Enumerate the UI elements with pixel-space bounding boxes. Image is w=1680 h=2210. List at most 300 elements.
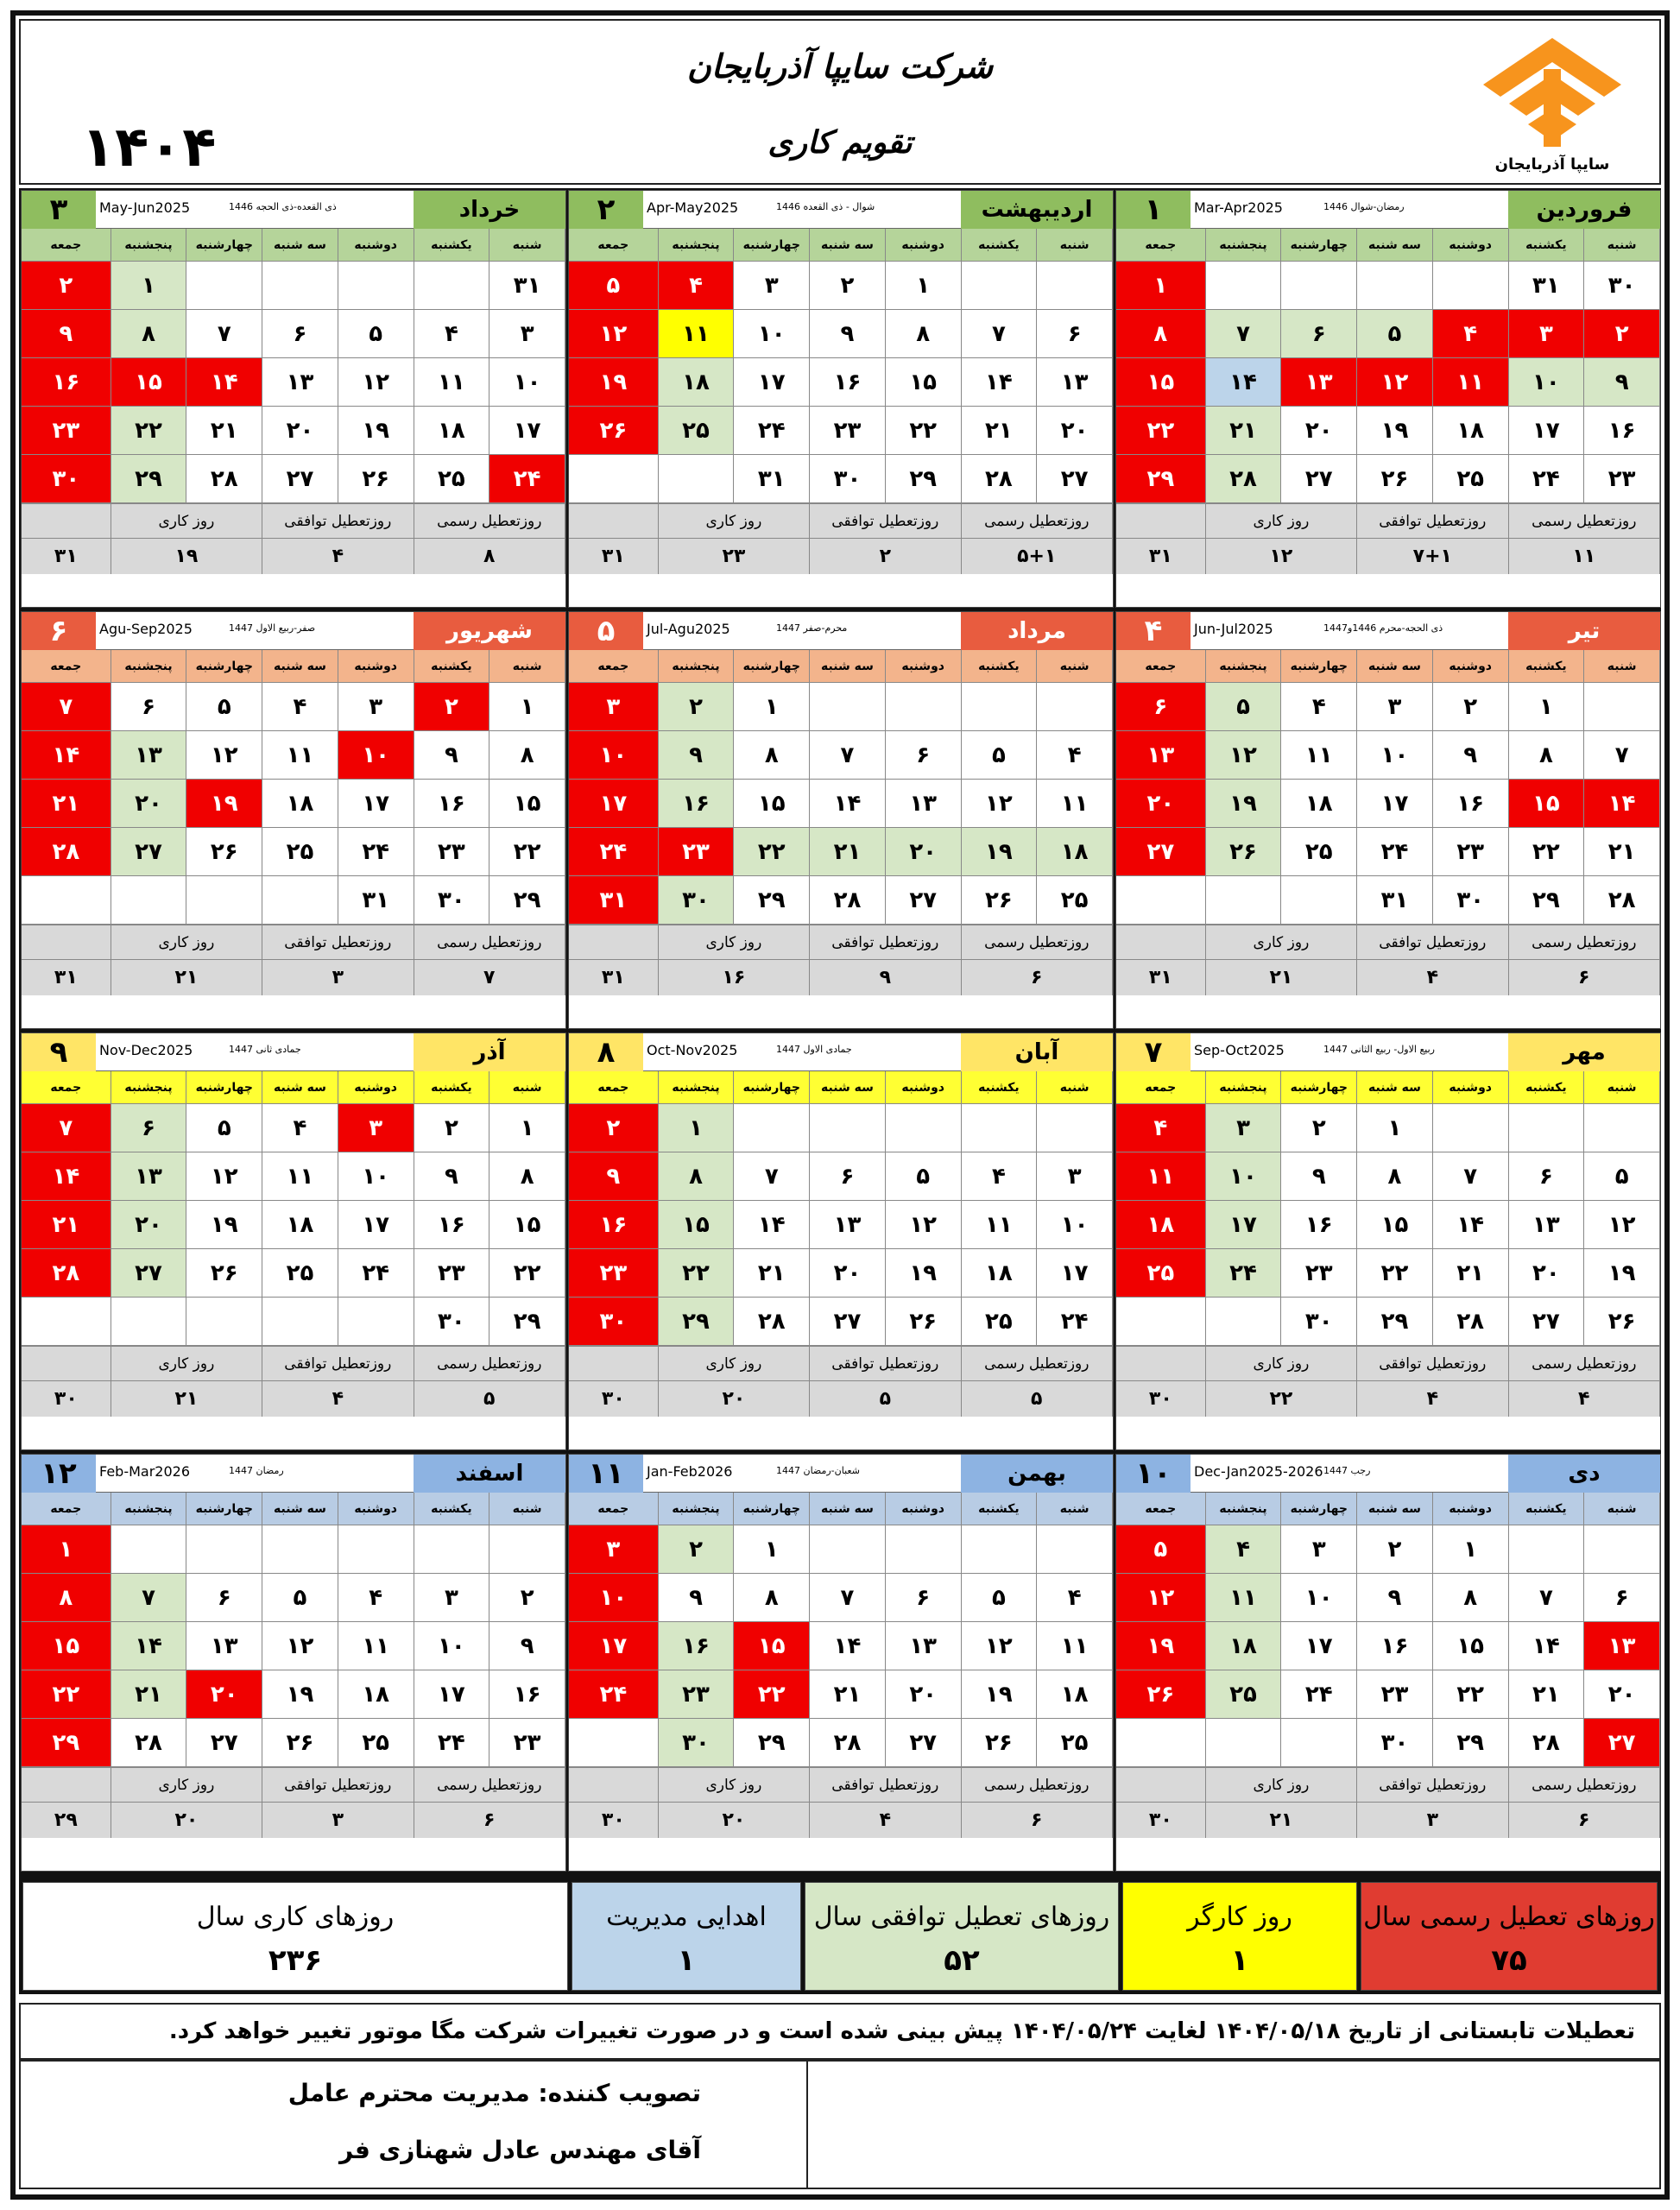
agreed-holiday-label: روزتعطیل توافقی [810, 504, 961, 538]
day-cell: ۳۰ [1433, 876, 1509, 925]
day-cell: ۵ [962, 1574, 1038, 1622]
day-cell: ۶ [111, 1104, 187, 1152]
day-cell: ۱۸ [1037, 1670, 1113, 1719]
gregorian-range: Feb-Mar2026 [99, 1463, 191, 1480]
day-cell: ۷ [111, 1574, 187, 1622]
day-cell: ۱۳ [1281, 358, 1357, 407]
work-days-label: روز کاری [111, 1347, 262, 1380]
day-cell: ۴ [262, 683, 338, 731]
day-cell [1206, 262, 1282, 310]
week-row [22, 1670, 565, 1719]
weekday-label: دوشنبه [886, 229, 962, 262]
day-cell: ۲۶ [569, 407, 659, 455]
weekday-label: پنجشنبه [659, 229, 735, 262]
day-cell: ۱۴ [810, 780, 886, 828]
day-cell: ۲۳ [659, 1670, 735, 1719]
day-cell [186, 1525, 262, 1574]
summary-labels [569, 503, 1113, 538]
day-cell: ۳ [1037, 1152, 1113, 1201]
weekday-label: جمعه [1116, 1071, 1206, 1104]
hijri-range: شوال - ذی القعده 1446 [776, 201, 875, 212]
agreed-holiday-label: روزتعطیل توافقی [1357, 925, 1508, 959]
day-cell: ۱۷ [1037, 1249, 1113, 1298]
month-official-holidays: ۵ [962, 1381, 1113, 1417]
day-cell: ۱۸ [1037, 828, 1113, 876]
day-cell: ۲۱ [1433, 1249, 1509, 1298]
week-row [569, 262, 1113, 310]
day-cell: ۱۴ [734, 1201, 810, 1249]
gregorian-range: May-Jun2025 [99, 199, 191, 216]
day-cell: ۱۴ [111, 1622, 187, 1670]
month-number: ۲ [569, 191, 643, 229]
agreed-holiday-label: روزتعطیل توافقی [810, 925, 961, 959]
day-cell: ۲۵ [1206, 1670, 1282, 1719]
day-cell: ۱ [111, 262, 187, 310]
day-cell [1584, 1525, 1660, 1574]
month-title-row [569, 612, 1113, 650]
weekday-label: جمعه [569, 650, 659, 683]
week-row [1116, 828, 1660, 876]
day-cell: ۴ [1037, 1574, 1113, 1622]
day-cell: ۲۶ [262, 1719, 338, 1767]
day-cell [1037, 683, 1113, 731]
day-cell: ۱۰ [414, 1622, 490, 1670]
day-cell: ۱۲ [1584, 1201, 1660, 1249]
weekday-label: چهارشنبه [734, 650, 810, 683]
day-cell: ۱۵ [1509, 780, 1585, 828]
day-cell: ۸ [734, 1574, 810, 1622]
day-cell: ۱۴ [1206, 358, 1282, 407]
day-cell [1116, 1719, 1206, 1767]
day-cell: ۱۴ [1584, 780, 1660, 828]
day-cell: ۲۰ [186, 1670, 262, 1719]
day-cell: ۲۸ [810, 876, 886, 925]
month-total-days: ۳۱ [1116, 539, 1206, 574]
day-cell [659, 455, 735, 503]
day-cell: ۲۴ [414, 1719, 490, 1767]
month-agreed-holidays: ۵ [810, 1381, 961, 1417]
day-cell: ۲۴ [734, 407, 810, 455]
weekday-label: سه شنبه [262, 650, 338, 683]
gregorian-range: Mar-Apr2025 [1194, 199, 1283, 216]
week-row [22, 1298, 565, 1346]
weekday-label: شنبه [1584, 650, 1660, 683]
day-cell: ۱۰ [338, 731, 414, 780]
day-cell: ۱۶ [1584, 407, 1660, 455]
month-agreed-holidays: ۳ [262, 960, 414, 995]
day-cell: ۲ [489, 1574, 565, 1622]
day-cell: ۱۰ [569, 731, 659, 780]
summary-labels [22, 1346, 565, 1380]
worker-day-box [1122, 1882, 1357, 1991]
day-cell [22, 876, 111, 925]
day-cell: ۲۹ [1509, 876, 1585, 925]
month-number: ۱۱ [569, 1455, 643, 1493]
agreed-holiday-label: روزتعطیل توافقی [262, 1347, 414, 1380]
day-cell: ۳۱ [489, 262, 565, 310]
agreed-holiday-label: روزتعطیل توافقی [1357, 504, 1508, 538]
day-cell: ۲۲ [111, 407, 187, 455]
day-cell: ۲ [659, 1525, 735, 1574]
week-row [1116, 262, 1660, 310]
week-row [569, 683, 1113, 731]
day-cell: ۲۷ [886, 1719, 962, 1767]
day-cell: ۲۶ [962, 876, 1038, 925]
day-cell: ۲ [810, 262, 886, 310]
day-cell: ۱۰ [1357, 731, 1433, 780]
weekday-label: دوشنبه [338, 229, 414, 262]
weekday-header [1116, 1493, 1660, 1525]
month-agreed-holidays: ۴ [1357, 960, 1508, 995]
day-cell: ۱۶ [659, 780, 735, 828]
hijri-range: ذی الحجه-محرم 1446و1447 [1323, 622, 1443, 634]
day-cell: ۱۷ [338, 780, 414, 828]
day-cell: ۵ [569, 262, 659, 310]
day-cell: ۲۷ [111, 828, 187, 876]
summary-labels [569, 1767, 1113, 1802]
week-row [1116, 310, 1660, 358]
day-cell: ۹ [1433, 731, 1509, 780]
official-holiday-label: روزتعطیل رسمی [1509, 925, 1660, 959]
month-official-holidays: ۶ [1509, 960, 1660, 995]
week-row [569, 828, 1113, 876]
gregorian-range: Jun-Jul2025 [1194, 621, 1273, 637]
day-cell: ۱ [489, 1104, 565, 1152]
hijri-range: ذی القعده-ذی الحجه 1446 [229, 201, 337, 212]
official-holiday-label: روزتعطیل رسمی [414, 504, 565, 538]
weekday-label: جمعه [1116, 1493, 1206, 1525]
month-name: آذر [414, 1033, 565, 1071]
day-cell: ۳۱ [338, 876, 414, 925]
day-cell: ۲۹ [22, 1719, 111, 1767]
day-cell: ۱۲ [1116, 1574, 1206, 1622]
day-cell: ۱۶ [569, 1201, 659, 1249]
day-cell: ۱۳ [111, 1152, 187, 1201]
month-name: تیر [1508, 612, 1660, 650]
day-cell: ۱۹ [1357, 407, 1433, 455]
weekday-label: شنبه [1584, 229, 1660, 262]
weekday-label: پنجشنبه [1206, 1071, 1282, 1104]
weekday-label: یکشنبه [962, 229, 1038, 262]
day-cell: ۱۷ [569, 1622, 659, 1670]
day-cell: ۱۸ [1281, 780, 1357, 828]
month-title-row [1116, 1455, 1660, 1493]
month-work-days: ۲۰ [659, 1381, 810, 1417]
day-cell: ۴ [414, 310, 490, 358]
day-cell: ۱۳ [810, 1201, 886, 1249]
weekday-label: پنجشنبه [111, 229, 187, 262]
day-cell [1281, 1719, 1357, 1767]
week-row [1116, 407, 1660, 455]
agreed-holidays-box [805, 1882, 1119, 1991]
summary-values [22, 959, 565, 995]
week-row [569, 358, 1113, 407]
day-cell: ۱۹ [186, 780, 262, 828]
day-cell: ۱۹ [962, 1670, 1038, 1719]
weekday-label: شنبه [489, 229, 565, 262]
day-cell: ۲۴ [1037, 1298, 1113, 1346]
month-shahrivar [21, 611, 566, 1029]
week-row [1116, 455, 1660, 503]
weekday-label: شنبه [1037, 229, 1113, 262]
day-cell: ۱۶ [659, 1622, 735, 1670]
agreed-holidays-label: روزهای تعطیل توافقی سال [813, 1902, 1110, 1932]
day-cell: ۱۱ [414, 358, 490, 407]
day-cell: ۱۴ [22, 1152, 111, 1201]
month-title-row [22, 612, 565, 650]
month-number: ۱ [1116, 191, 1191, 229]
weekday-label: پنجشنبه [111, 1071, 187, 1104]
weekday-label: سه شنبه [262, 1071, 338, 1104]
day-cell [262, 1525, 338, 1574]
official-holiday-label: روزتعطیل رسمی [414, 1768, 565, 1802]
official-holiday-label: روزتعطیل رسمی [962, 1347, 1113, 1380]
day-cell: ۲۴ [489, 455, 565, 503]
month-number: ۷ [1116, 1033, 1191, 1071]
day-cell [1206, 876, 1282, 925]
weekday-label: شنبه [489, 1493, 565, 1525]
days-table [22, 683, 565, 925]
month-official-holidays: ۶ [962, 960, 1113, 995]
day-cell: ۲۲ [1433, 1670, 1509, 1719]
note-text: تعطیلات تابستانی از تاریخ ۱۴۰۴/۰۵/۱۸ لغایت ۱۴۰۴/۰۵/۲۴ پیش بینی شده است و در صورت تغییرات شرکت مگا موتور تغییر خواهد کرد. [168, 2018, 1635, 2044]
agreed-holiday-label: روزتعطیل توافقی [810, 1347, 961, 1380]
day-cell: ۹ [22, 310, 111, 358]
day-cell: ۵ [338, 310, 414, 358]
logo-icon [1475, 35, 1630, 155]
month-agreed-holidays: ۳ [1357, 1803, 1508, 1838]
day-cell: ۲۵ [659, 407, 735, 455]
month-ordibehesht [568, 190, 1114, 608]
day-cell: ۱۲ [962, 1622, 1038, 1670]
weekday-label: یکشنبه [414, 650, 490, 683]
month-total-days: ۳۱ [22, 539, 111, 574]
day-cell: ۱ [489, 683, 565, 731]
day-cell: ۵ [1357, 310, 1433, 358]
day-cell: ۲۸ [22, 828, 111, 876]
day-cell [1281, 262, 1357, 310]
day-cell: ۴ [1281, 683, 1357, 731]
day-cell [810, 1104, 886, 1152]
week-row [22, 876, 565, 925]
days-table [569, 683, 1113, 925]
day-cell: ۸ [1509, 731, 1585, 780]
day-cell: ۲۸ [1433, 1298, 1509, 1346]
day-cell: ۱۶ [414, 780, 490, 828]
day-cell: ۶ [1584, 1574, 1660, 1622]
day-cell: ۸ [886, 310, 962, 358]
day-cell: ۱۲ [886, 1201, 962, 1249]
day-cell: ۵ [262, 1574, 338, 1622]
day-cell: ۲۸ [810, 1719, 886, 1767]
weekday-label: دوشنبه [1433, 1071, 1509, 1104]
month-esfand [21, 1454, 566, 1872]
weekday-label: شنبه [489, 1071, 565, 1104]
day-cell: ۱۹ [1206, 780, 1282, 828]
week-row [569, 780, 1113, 828]
days-table [569, 262, 1113, 503]
day-cell: ۱۴ [1433, 1201, 1509, 1249]
month-work-days: ۲۱ [111, 960, 262, 995]
day-cell: ۱ [886, 262, 962, 310]
week-row [1116, 683, 1660, 731]
day-cell: ۲۰ [111, 780, 187, 828]
agreed-holiday-label: روزتعطیل توافقی [262, 504, 414, 538]
day-cell: ۱ [1357, 1104, 1433, 1152]
day-cell: ۲۹ [489, 1298, 565, 1346]
weekday-label: پنجشنبه [1206, 650, 1282, 683]
day-cell: ۲۷ [1584, 1719, 1660, 1767]
day-cell [338, 262, 414, 310]
day-cell: ۱۳ [111, 731, 187, 780]
day-cell: ۱۳ [1509, 1201, 1585, 1249]
month-total-days: ۳۰ [22, 1381, 111, 1417]
week-row [22, 358, 565, 407]
year-label: ۱۴۰۴ [81, 116, 217, 180]
day-cell: ۱۰ [1509, 358, 1585, 407]
day-cell: ۲ [1584, 310, 1660, 358]
month-number: ۹ [22, 1033, 96, 1071]
day-cell: ۷ [1584, 731, 1660, 780]
month-farvardin [1115, 190, 1661, 608]
year-totals [19, 1878, 1661, 1994]
day-cell: ۲۵ [962, 1298, 1038, 1346]
weekday-label: سه شنبه [1357, 1071, 1433, 1104]
week-row [22, 1525, 565, 1574]
month-agreed-holidays: ۷+۱ [1357, 539, 1508, 574]
work-days-label: روز کاری [659, 1768, 810, 1802]
day-cell: ۲۸ [962, 455, 1038, 503]
work-days-label: روز کاری [659, 504, 810, 538]
day-cell: ۳ [1509, 310, 1585, 358]
day-cell: ۲۷ [111, 1249, 187, 1298]
day-cell: ۲۵ [262, 1249, 338, 1298]
day-cell [262, 876, 338, 925]
day-cell: ۱۸ [962, 1249, 1038, 1298]
month-number: ۸ [569, 1033, 643, 1071]
weekday-label: جمعه [22, 1071, 111, 1104]
day-cell: ۲۳ [659, 828, 735, 876]
week-row [22, 731, 565, 780]
day-cell: ۱۱ [1037, 780, 1113, 828]
day-cell: ۶ [1116, 683, 1206, 731]
month-title-row [569, 191, 1113, 229]
summary-values [569, 1802, 1113, 1838]
day-cell: ۱۳ [1116, 731, 1206, 780]
day-cell: ۱۴ [186, 358, 262, 407]
weekday-label: سه شنبه [1357, 1493, 1433, 1525]
week-row [569, 1622, 1113, 1670]
management-gift-box [572, 1882, 801, 1991]
month-official-holidays: ۶ [1509, 1803, 1660, 1838]
official-holiday-label: روزتعطیل رسمی [1509, 1347, 1660, 1380]
days-table [22, 262, 565, 503]
day-cell: ۲۰ [886, 828, 962, 876]
week-row [569, 731, 1113, 780]
day-cell: ۲۱ [810, 828, 886, 876]
day-cell [1433, 262, 1509, 310]
week-row [1116, 1670, 1660, 1719]
hijri-range: رجب 1447 [1323, 1465, 1371, 1476]
day-cell: ۲ [1357, 1525, 1433, 1574]
week-row [22, 1201, 565, 1249]
week-row [569, 1574, 1113, 1622]
weekday-label: دوشنبه [1433, 650, 1509, 683]
week-row [569, 310, 1113, 358]
day-cell: ۷ [1433, 1152, 1509, 1201]
day-cell: ۶ [886, 1574, 962, 1622]
day-cell: ۳۰ [1584, 262, 1660, 310]
day-cell: ۲۸ [186, 455, 262, 503]
days-table [22, 1525, 565, 1767]
day-cell: ۱۲ [1357, 358, 1433, 407]
day-cell: ۲۴ [1509, 455, 1585, 503]
day-cell: ۱۹ [1116, 1622, 1206, 1670]
day-cell: ۱۲ [186, 1152, 262, 1201]
day-cell: ۲۴ [569, 1670, 659, 1719]
week-row [22, 1719, 565, 1767]
day-cell: ۳۰ [414, 1298, 490, 1346]
day-cell: ۱۰ [1037, 1201, 1113, 1249]
day-cell: ۱۵ [659, 1201, 735, 1249]
day-cell: ۱۵ [734, 1622, 810, 1670]
official-holidays-box [1361, 1882, 1658, 1991]
days-table [1116, 1525, 1660, 1767]
day-cell: ۲۰ [1509, 1249, 1585, 1298]
summary-labels [569, 1346, 1113, 1380]
management-gift-value: ۱ [677, 1943, 696, 1978]
weekday-label: پنجشنبه [1206, 229, 1282, 262]
day-cell: ۹ [414, 731, 490, 780]
weekday-label: دوشنبه [1433, 1493, 1509, 1525]
day-cell: ۱۷ [414, 1670, 490, 1719]
work-days-label: روز کاری [659, 925, 810, 959]
months-grid [19, 188, 1661, 1889]
day-cell: ۶ [1509, 1152, 1585, 1201]
day-cell [1037, 1525, 1113, 1574]
day-cell: ۱۳ [186, 1622, 262, 1670]
official-holiday-label: روزتعطیل رسمی [414, 1347, 565, 1380]
week-row [569, 1525, 1113, 1574]
weekday-header [22, 229, 565, 262]
month-agreed-holidays: ۲ [810, 539, 961, 574]
day-cell: ۲۱ [734, 1249, 810, 1298]
gregorian-range: Sep-Oct2025 [1194, 1042, 1285, 1058]
summary-values [569, 538, 1113, 574]
day-cell: ۱۳ [262, 358, 338, 407]
summary-labels [1116, 1346, 1660, 1380]
day-cell: ۷ [186, 310, 262, 358]
weekday-label: یکشنبه [1509, 229, 1585, 262]
day-cell: ۲۷ [810, 1298, 886, 1346]
month-official-holidays: ۴ [1509, 1381, 1660, 1417]
month-number: ۵ [569, 612, 643, 650]
week-row [1116, 1201, 1660, 1249]
day-cell: ۳ [414, 1574, 490, 1622]
day-cell: ۸ [22, 1574, 111, 1622]
day-cell: ۷ [962, 310, 1038, 358]
day-cell: ۱۳ [886, 1622, 962, 1670]
weekday-header [1116, 229, 1660, 262]
gregorian-range: Jul-Agu2025 [647, 621, 730, 637]
day-cell [734, 1104, 810, 1152]
day-cell: ۱۸ [414, 407, 490, 455]
day-cell: ۱۸ [262, 1201, 338, 1249]
day-cell: ۷ [1509, 1574, 1585, 1622]
day-cell: ۲۶ [1206, 828, 1282, 876]
month-number: ۳ [22, 191, 96, 229]
day-cell: ۲۴ [338, 1249, 414, 1298]
